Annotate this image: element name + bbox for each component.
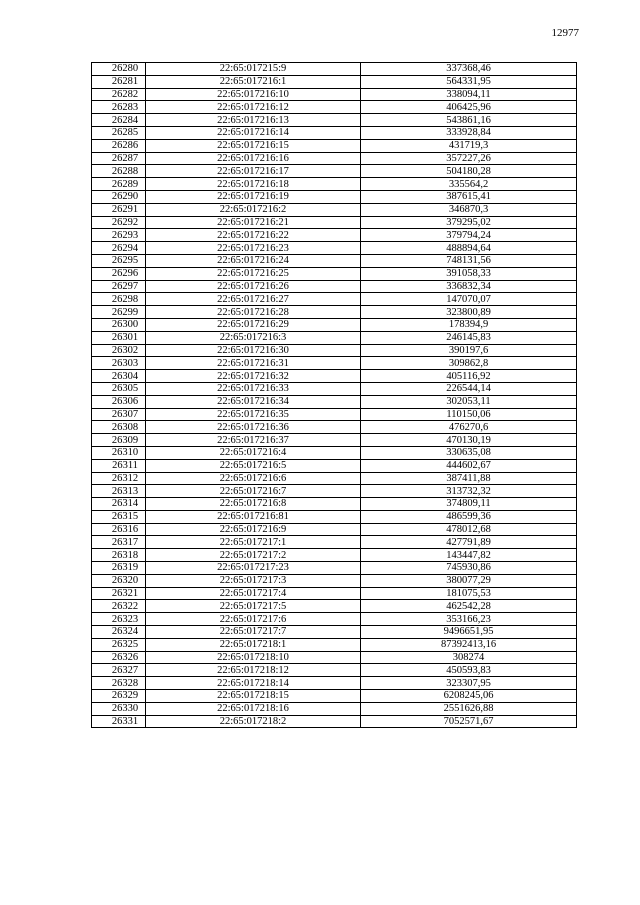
cadastral-value: 357227,26 [361,152,577,165]
cadastral-number: 22:65:017216:31 [146,357,361,370]
table-row [92,600,577,613]
table-row [92,638,577,651]
row-number: 26291 [92,203,146,216]
row-number: 26321 [92,587,146,600]
cadastral-number: 22:65:017216:4 [146,446,361,459]
row-number: 26288 [92,165,146,178]
row-number: 26326 [92,651,146,664]
table-row [92,536,577,549]
row-number: 26320 [92,574,146,587]
cadastral-value: 405116,92 [361,370,577,383]
cadastral-value: 6208245,06 [361,690,577,703]
cadastral-number: 22:65:017216:5 [146,459,361,472]
table-row [92,178,577,191]
row-number: 26317 [92,536,146,549]
cadastral-value: 390197,6 [361,344,577,357]
cadastral-number: 22:65:017216:29 [146,318,361,331]
cadastral-value: 110150,06 [361,408,577,421]
cadastral-number: 22:65:017216:3 [146,331,361,344]
table-body [92,63,577,728]
row-number: 26305 [92,382,146,395]
row-number: 26307 [92,408,146,421]
table-row [92,485,577,498]
cadastral-number: 22:65:017216:16 [146,152,361,165]
row-number: 26316 [92,523,146,536]
cadastral-number: 22:65:017216:10 [146,88,361,101]
cadastral-number: 22:65:017216:2 [146,203,361,216]
cadastral-value: 476270,6 [361,421,577,434]
cadastral-value: 226544,14 [361,382,577,395]
cadastral-value: 346870,3 [361,203,577,216]
row-number: 26281 [92,75,146,88]
cadastral-number: 22:65:017217:2 [146,549,361,562]
table-row [92,331,577,344]
cadastral-number: 22:65:017218:12 [146,664,361,677]
table-row [92,254,577,267]
table-row [92,651,577,664]
cadastral-number: 22:65:017216:21 [146,216,361,229]
table-row [92,664,577,677]
table-row [92,446,577,459]
row-number: 26302 [92,344,146,357]
cadastral-number: 22:65:017217:5 [146,600,361,613]
row-number: 26283 [92,101,146,114]
cadastral-number: 22:65:017217:7 [146,626,361,639]
cadastral-number: 22:65:017216:14 [146,126,361,139]
cadastral-number: 22:65:017216:23 [146,242,361,255]
table-row [92,408,577,421]
cadastral-value: 504180,28 [361,165,577,178]
row-number: 26323 [92,613,146,626]
cadastral-number: 22:65:017218:15 [146,690,361,703]
table-row [92,523,577,536]
cadastral-number: 22:65:017218:16 [146,702,361,715]
cadastral-number: 22:65:017216:1 [146,75,361,88]
row-number: 26318 [92,549,146,562]
row-number: 26325 [92,638,146,651]
cadastral-value: 478012,68 [361,523,577,536]
page-number: 12977 [551,27,579,39]
row-number: 26329 [92,690,146,703]
table-row [92,63,577,76]
cadastral-value: 380077,29 [361,574,577,587]
table-row [92,370,577,383]
row-number: 26293 [92,229,146,242]
table-row [92,306,577,319]
cadastral-value: 2551626,88 [361,702,577,715]
cadastral-number: 22:65:017217:4 [146,587,361,600]
cadastral-value: 543861,16 [361,114,577,127]
cadastral-number: 22:65:017217:23 [146,562,361,575]
cadastral-value: 379295,02 [361,216,577,229]
cadastral-value: 374809,11 [361,498,577,511]
row-number: 26328 [92,677,146,690]
table-row [92,357,577,370]
cadastral-value: 444602,67 [361,459,577,472]
cadastral-number: 22:65:017216:26 [146,280,361,293]
row-number: 26322 [92,600,146,613]
table-row [92,165,577,178]
cadastral-value: 246145,83 [361,331,577,344]
table-row [92,498,577,511]
cadastral-number: 22:65:017218:14 [146,677,361,690]
cadastral-number: 22:65:017216:19 [146,190,361,203]
cadastral-number: 22:65:017218:10 [146,651,361,664]
row-number: 26289 [92,178,146,191]
row-number: 26298 [92,293,146,306]
row-number: 26296 [92,267,146,280]
row-number: 26284 [92,114,146,127]
cadastral-value: 87392413,16 [361,638,577,651]
table-row [92,715,577,728]
cadastral-value: 745930,86 [361,562,577,575]
cadastral-value: 313732,32 [361,485,577,498]
table-row [92,280,577,293]
cadastral-number: 22:65:017217:1 [146,536,361,549]
cadastral-number: 22:65:017216:25 [146,267,361,280]
row-number: 26286 [92,139,146,152]
row-number: 26290 [92,190,146,203]
table-row [92,382,577,395]
cadastral-number: 22:65:017216:81 [146,510,361,523]
cadastral-value-table [91,62,577,728]
cadastral-value: 178394,9 [361,318,577,331]
table-row [92,318,577,331]
table-row [92,344,577,357]
cadastral-value: 323800,89 [361,306,577,319]
cadastral-number: 22:65:017216:37 [146,434,361,447]
cadastral-number: 22:65:017217:6 [146,613,361,626]
row-number: 26308 [92,421,146,434]
table-row [92,229,577,242]
cadastral-value: 470130,19 [361,434,577,447]
row-number: 26319 [92,562,146,575]
cadastral-value: 427791,89 [361,536,577,549]
row-number: 26299 [92,306,146,319]
row-number: 26313 [92,485,146,498]
table-row [92,690,577,703]
cadastral-number: 22:65:017216:27 [146,293,361,306]
table-row [92,677,577,690]
table-row [92,613,577,626]
row-number: 26331 [92,715,146,728]
cadastral-value: 336832,34 [361,280,577,293]
cadastral-number: 22:65:017215:9 [146,63,361,76]
table-row [92,702,577,715]
cadastral-value: 337368,46 [361,63,577,76]
row-number: 26287 [92,152,146,165]
cadastral-number: 22:65:017216:36 [146,421,361,434]
table-row [92,574,577,587]
cadastral-value: 308274 [361,651,577,664]
row-number: 26312 [92,472,146,485]
table-row [92,190,577,203]
table-row [92,139,577,152]
table-row [92,267,577,280]
table-row [92,293,577,306]
table-row [92,421,577,434]
row-number: 26300 [92,318,146,331]
row-number: 26314 [92,498,146,511]
cadastral-value: 431719,3 [361,139,577,152]
cadastral-value: 302053,11 [361,395,577,408]
table-row [92,114,577,127]
table-row [92,472,577,485]
table-row [92,395,577,408]
cadastral-value: 181075,53 [361,587,577,600]
table-row [92,459,577,472]
row-number: 26315 [92,510,146,523]
cadastral-value: 486599,36 [361,510,577,523]
table-row [92,587,577,600]
cadastral-value: 323307,95 [361,677,577,690]
cadastral-value: 335564,2 [361,178,577,191]
table-row [92,101,577,114]
cadastral-value: 391058,33 [361,267,577,280]
table-row [92,510,577,523]
row-number: 26327 [92,664,146,677]
row-number: 26282 [92,88,146,101]
cadastral-value: 330635,08 [361,446,577,459]
cadastral-value: 564331,95 [361,75,577,88]
cadastral-number: 22:65:017216:28 [146,306,361,319]
cadastral-value: 309862,8 [361,357,577,370]
cadastral-number: 22:65:017216:17 [146,165,361,178]
cadastral-value: 748131,56 [361,254,577,267]
row-number: 26285 [92,126,146,139]
row-number: 26309 [92,434,146,447]
cadastral-value: 488894,64 [361,242,577,255]
cadastral-value: 147070,07 [361,293,577,306]
table-row [92,216,577,229]
cadastral-number: 22:65:017216:33 [146,382,361,395]
table-row [92,434,577,447]
cadastral-number: 22:65:017216:7 [146,485,361,498]
cadastral-value: 450593,83 [361,664,577,677]
cadastral-value: 353166,23 [361,613,577,626]
row-number: 26330 [92,702,146,715]
cadastral-value: 338094,11 [361,88,577,101]
cadastral-number: 22:65:017218:2 [146,715,361,728]
table-row [92,88,577,101]
row-number: 26311 [92,459,146,472]
row-number: 26306 [92,395,146,408]
cadastral-number: 22:65:017216:24 [146,254,361,267]
cadastral-number: 22:65:017216:34 [146,395,361,408]
row-number: 26324 [92,626,146,639]
cadastral-number: 22:65:017216:13 [146,114,361,127]
cadastral-value: 333928,84 [361,126,577,139]
cadastral-number: 22:65:017217:3 [146,574,361,587]
table-row [92,203,577,216]
cadastral-number: 22:65:017216:12 [146,101,361,114]
table-row [92,549,577,562]
cadastral-number: 22:65:017216:8 [146,498,361,511]
cadastral-value: 387411,88 [361,472,577,485]
cadastral-number: 22:65:017216:32 [146,370,361,383]
cadastral-number: 22:65:017216:30 [146,344,361,357]
table-row [92,626,577,639]
row-number: 26301 [92,331,146,344]
row-number: 26303 [92,357,146,370]
row-number: 26297 [92,280,146,293]
row-number: 26292 [92,216,146,229]
cadastral-value: 406425,96 [361,101,577,114]
cadastral-value: 143447,82 [361,549,577,562]
table-row [92,242,577,255]
cadastral-number: 22:65:017218:1 [146,638,361,651]
row-number: 26295 [92,254,146,267]
cadastral-number: 22:65:017216:9 [146,523,361,536]
table-row [92,562,577,575]
row-number: 26294 [92,242,146,255]
cadastral-number: 22:65:017216:18 [146,178,361,191]
cadastral-number: 22:65:017216:15 [146,139,361,152]
cadastral-number: 22:65:017216:35 [146,408,361,421]
row-number: 26280 [92,63,146,76]
cadastral-number: 22:65:017216:6 [146,472,361,485]
cadastral-number: 22:65:017216:22 [146,229,361,242]
table-row [92,152,577,165]
cadastral-value: 379794,24 [361,229,577,242]
row-number: 26310 [92,446,146,459]
cadastral-value: 462542,28 [361,600,577,613]
row-number: 26304 [92,370,146,383]
table-row [92,75,577,88]
table-row [92,126,577,139]
cadastral-value: 7052571,67 [361,715,577,728]
cadastral-value: 9496651,95 [361,626,577,639]
cadastral-value: 387615,41 [361,190,577,203]
